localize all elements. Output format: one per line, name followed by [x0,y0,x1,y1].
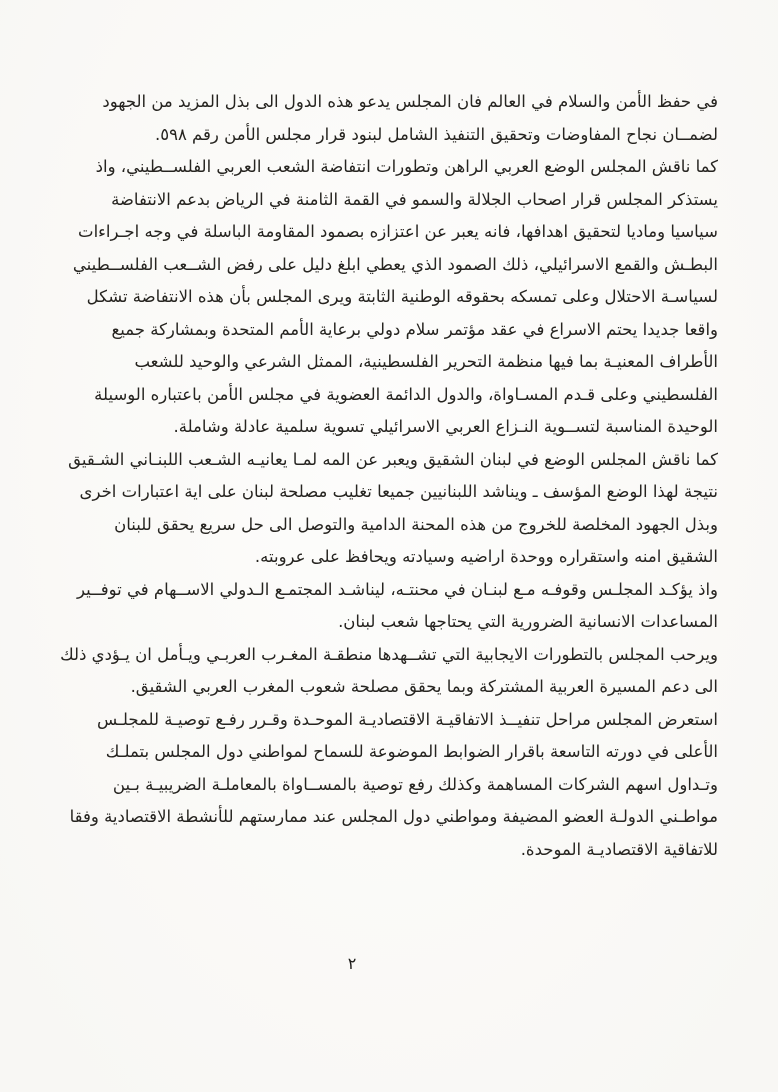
text-line: الاسرائيلي تسوية سلمية عادلة وشاملة. [173,417,440,436]
text-line: اسهم الشركات المساهمة وكذلك رفع توصية بالمســاواة بالمعاملـة الضريبيـة بـين مواطـني الدولـة [112,774,718,826]
body-text [60,86,718,866]
paragraph [60,639,718,704]
text-line: الاحتلال وعلى تمسكه بحقوقه الوطنية الثابتة ويرى المجلس بأن هذه الانتفاضة تشكل واقعا جديدا [86,287,718,339]
text-line: ويرحب المجلس بالتطورات الايجابية التي تشــهدها منطقـة المغـرب العربـي ويـأمل ان يـؤدي [91,644,718,664]
text-line: نتيجة لهذا الوضع المؤسف ـ ويناشد اللبنانيين جميعا تغليب مصلحة لبنان على اية اعتبارات اخرى [79,482,718,501]
paragraph [60,151,718,444]
text-line: والقمع الاسرائيلي، ذلك الصمود الذي يعطي ابلغ دليل على رفض الشــعب الفلســطيني لسياسـة [72,254,718,306]
text-line: كما ناقش المجلس الوضع في لبنان الشقيق ويعبر عن المه لمـا يعانيـه الشـعب اللبنـاني الشـقيق [68,449,718,469]
text-line: والدول الدائمة العضوية في مجلس الأمن باعتباره الوسيلة الوحيدة المناسبة لتســوية النـزاع العربي [94,384,718,436]
text-line: وبذل الجهود المخلصة للخروج من هذه المحنة الدامية والتوصل الى حل سريع يحقق للبنان الشقيق [114,514,718,566]
text-line: يستذكر المجلس قرار اصحاب الجلالة والسمو في القمة الثامنة في الرياض بدعم الانتفاضة سياسيا [111,189,718,241]
page-number: ٢ [347,954,357,973]
text-line: وماديا لتحقيق اهدافها، فانه يعبر عن اعتزازه بصمود المقاومة الباسلة في وجه اجـراءات البطـش [78,222,718,274]
paragraph [60,86,718,151]
text-line: نجاح المفاوضات وتحقيق التنفيذ الشامل لبنود قرار مجلس الأمن رقم ٥٩٨. [154,124,658,144]
text-line: فيها منظمة التحرير الفلسطينية، الممثل الشرعي والوحيد للشعب الفلسطيني وعلى قـدم المسـاواة، [134,352,718,404]
paragraph [60,444,718,574]
text-line: استعرض المجلس مراحل تنفيــذ الاتفاقيـة الاقتصاديـة الموحـدة وقـرر رفـع توصيـة للمجلـس [97,709,718,729]
paragraph [60,704,718,867]
text-line: واذ يؤكـد المجلـس وقوفـه مـع لبنـان في محنتـه، ليناشـد المجتمـع الـدولي الاســهام في توفــير [77,579,718,599]
text-line: كما ناقش المجلس الوضع العربي الراهن وتطورات انتفاضة الشعب العربي الفلســطيني، واذ [95,157,718,176]
paragraph [60,574,718,639]
text-line: في حفظ الأمن والسلام في العالم فان المجلس يدعو هذه الدول الى بذل المزيد من الجهود لضمــان [102,92,718,144]
text-line: الأعلى في دورته التاسعة باقرار الضوابط الموضوعة للسماح لمواطني دول المجلس بتملـك وتـداول [105,742,718,794]
text-line: يحتم الاسراع في عقد مؤتمر سلام دولي برعاية الأمم المتحدة وبمشاركة جميع الأطراف المعنيـة بما [111,319,718,371]
text-line: الموحدة. [520,839,582,859]
text-line: المساعدات الانسانية الضرورية التي يحتاجها شعب لبنان. [338,612,718,631]
text-line: العضو المضيفة ومواطني دول المجلس عند ممارستهم للأنشطة الاقتصادية وفقا للاتفاقية الاقتصاديـة [69,807,718,859]
text-line: امنه واستقراره ووحدة اراضيه وسيادته ويحافظ على عروبته. [254,547,662,566]
text-line: ذلك الى دعم المسيرة العربية المشتركة وبما يحقق مصلحة شعوب المغرب العربي الشقيق. [60,644,718,696]
